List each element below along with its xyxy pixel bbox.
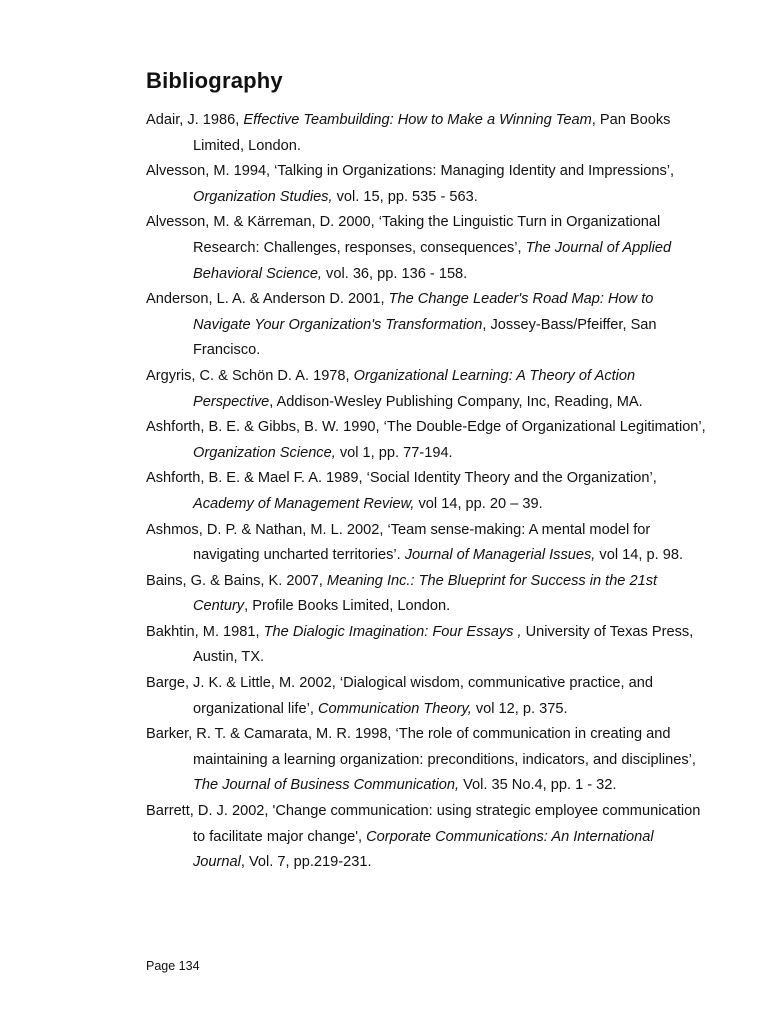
entry-text: , Vol. 7, pp.219-231. [240, 854, 372, 871]
entry-text: Bakhtin, M. 1981, [146, 623, 264, 640]
bibliography-entry [146, 722, 706, 799]
entry-text: vol. 15, pp. 535 - 563. [332, 188, 478, 205]
entry-title-italic: Meaning Inc.: The Blueprint for Success in the 21st Century [193, 572, 658, 615]
bibliography-entry [146, 159, 706, 210]
entry-text: Vol. 35 No.4, pp. 1 - 32. [459, 777, 617, 794]
entry-text: Ashmos, D. P. & Nathan, M. L. 2002, ‘Team sense-making: A mental model for navigating uncharted territories’. [146, 521, 651, 564]
entry-title-italic: Corporate Communications: An International Journal [193, 828, 654, 871]
entry-text: Argyris, C. & Schön D. A. 1978, [146, 367, 354, 384]
entry-text: Barker, R. T. & Camarata, M. R. 1998, ‘The role of communication in creating and maintaining a learning organization: preconditions, indicators, and disciplines’, [146, 726, 696, 768]
entry-text: , Jossey-Bass/Pfeiffer, San Francisco. [193, 316, 657, 359]
bibliography-entry [146, 671, 706, 722]
document-page [146, 64, 706, 876]
entry-title-italic: Academy of Management Review, [193, 495, 415, 512]
entry-text: Bains, G. & Bains, K. 2007, [146, 572, 327, 589]
entry-title-italic: Organization Studies, [193, 188, 333, 205]
entry-text: Barge, J. K. & Little, M. 2002, ‘Dialogical wisdom, communicative practice, and organizational life’, [146, 675, 653, 717]
bibliography-entry [146, 415, 706, 466]
entry-text: Ashforth, B. E. & Gibbs, B. W. 1990, ‘The Double-Edge of Organizational Legitimation’, [146, 419, 706, 436]
bibliography-entry [146, 569, 706, 620]
entry-text: Anderson, L. A. & Anderson D. 2001, [146, 291, 389, 308]
entry-text: vol 14, p. 98. [595, 547, 683, 564]
entry-title-italic: Communication Theory, [317, 700, 472, 717]
entry-text: Barrett, D. J. 2002, 'Change communication: using strategic employee communication to facilitate major change', [146, 803, 701, 845]
entry-title-italic: The Change Leader's Road Map: How to Navigate Your Organization's Transformation [193, 291, 654, 333]
entry-text: Alvesson, M. 1994, ‘Talking in Organizations: Managing Identity and Impressions’, [146, 163, 675, 180]
bibliography-entry [146, 466, 706, 517]
page-number: Page 134 [146, 959, 200, 973]
bibliography-entry [146, 518, 706, 569]
entry-title-italic: Journal of Managerial Issues, [404, 547, 596, 564]
bibliography-entry [146, 210, 706, 287]
entry-text: , Profile Books Limited, London. [244, 598, 451, 615]
entry-text: Alvesson, M. & Kärreman, D. 2000, ‘Taking the Linguistic Turn in Organizational Research: Challenges, responses, consequences’, [146, 214, 661, 256]
entry-text: , Addison-Wesley Publishing Company, Inc, Reading, MA. [269, 393, 643, 410]
entry-title-italic: The Journal of Business Communication, [193, 777, 460, 794]
entry-text: Ashforth, B. E. & Mael F. A. 1989, ‘Social Identity Theory and the Organization’, [146, 470, 657, 487]
entry-title-italic: Organization Science, [193, 444, 336, 461]
entry-text: vol 12, p. 375. [471, 700, 568, 717]
entry-text: vol 14, pp. 20 – 39. [414, 495, 543, 512]
entry-text: Adair, J. 1986, [146, 112, 244, 128]
entry-title-italic: The Dialogic Imagination: Four Essays , [263, 623, 522, 640]
page-title: Bibliography [146, 68, 283, 93]
bibliography-entry [146, 364, 706, 415]
entry-text: , Pan Books Limited, London. [193, 112, 671, 154]
bibliography-entry [146, 108, 706, 159]
entry-text: vol. 36, pp. 136 - 158. [322, 265, 468, 282]
entry-title-italic: Organizational Learning: A Theory of Action Perspective [193, 367, 636, 410]
entry-title-italic: Effective Teambuilding: How to Make a Winning Team [243, 112, 592, 128]
entry-title-italic: The Journal of Applied Behavioral Science, [193, 239, 672, 282]
bibliography-list [146, 108, 706, 876]
bibliography-entry [146, 287, 706, 364]
entry-text: vol 1, pp. 77-194. [335, 444, 453, 461]
entry-text: University of Texas Press, Austin, TX. [193, 623, 694, 666]
bibliography-entry [146, 620, 706, 671]
bibliography-entry [146, 799, 706, 876]
